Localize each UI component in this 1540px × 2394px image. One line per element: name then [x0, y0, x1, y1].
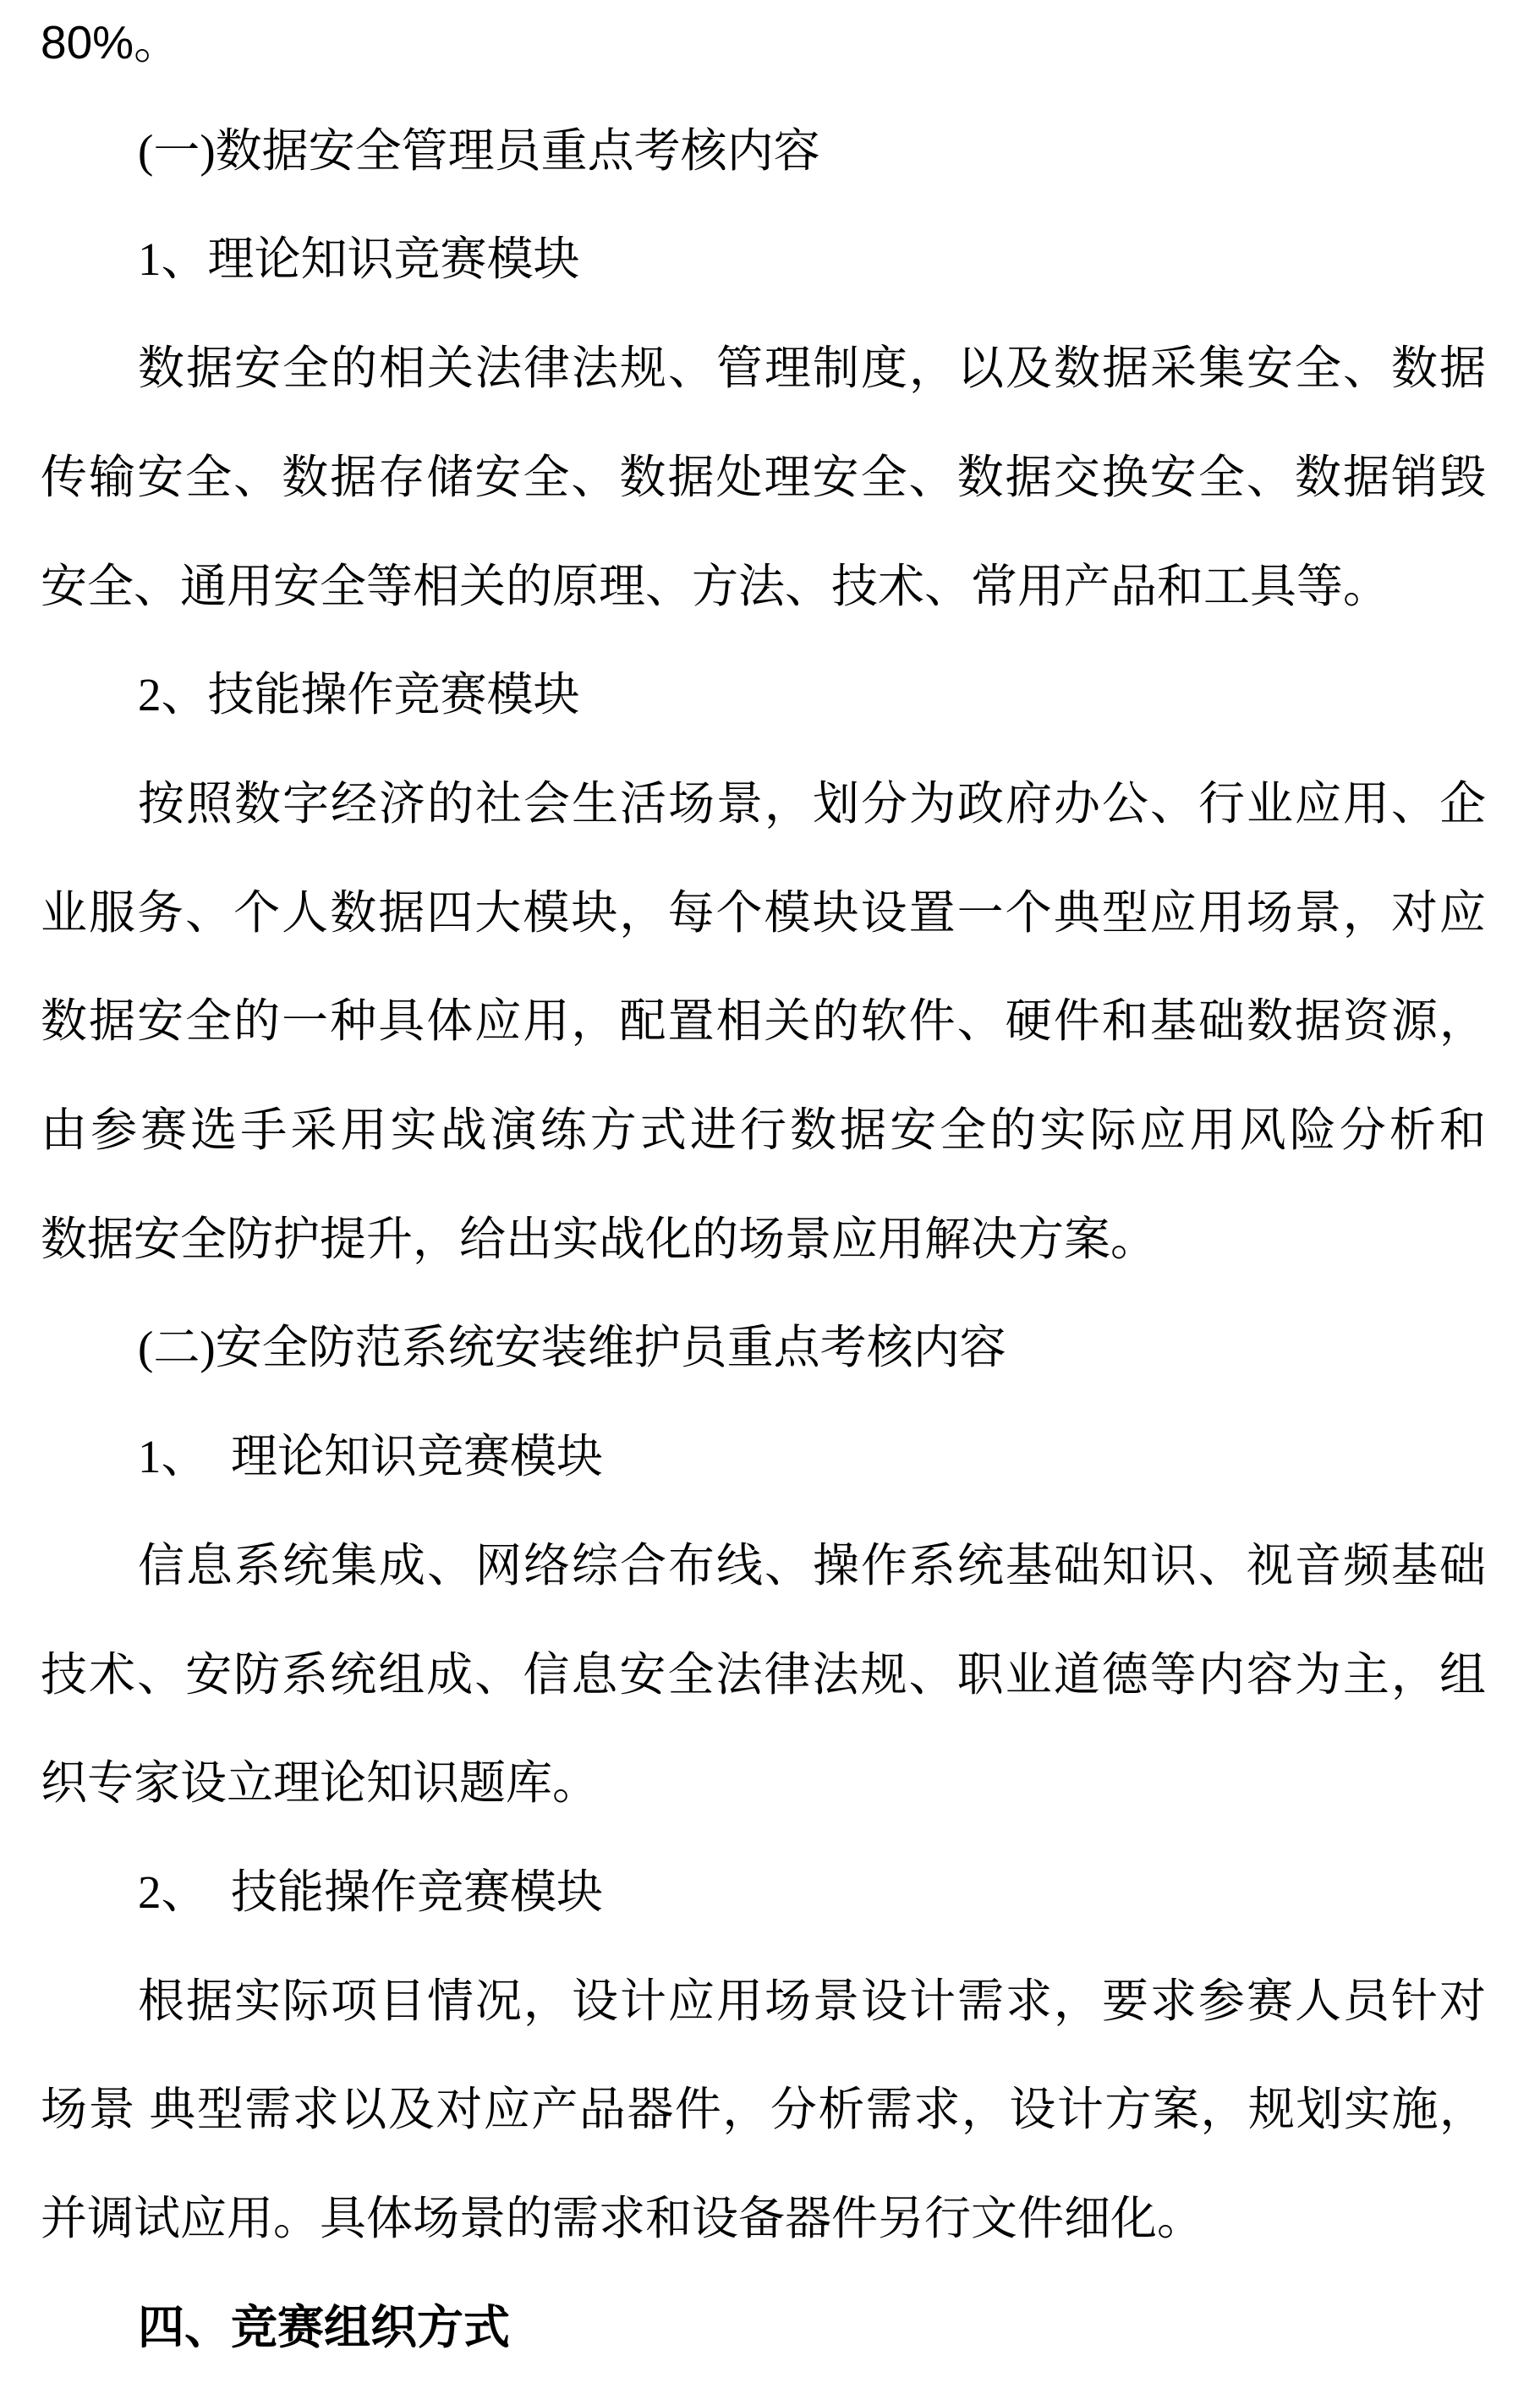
- paragraph-line: 按照数字经济的社会生活场景，划分为政府办公、行业应用、企: [138, 777, 1486, 830]
- paragraph-line: 数据安全的一种具体应用，配置相关的软件、硬件和基础数据资源，: [41, 995, 1486, 1048]
- paragraph-line: 织专家设立理论知识题库。: [41, 1757, 600, 1810]
- module-title: 1、理论知识竞赛模块: [138, 233, 580, 286]
- paragraph-line: 由参赛选手采用实战演练方式进行数据安全的实际应用风险分析和: [41, 1104, 1486, 1156]
- paragraph-line: 根据实际项目情况，设计应用场景设计需求，要求参赛人员针对: [138, 1975, 1486, 2027]
- module-title: 2、 技能操作竞赛模块: [138, 1865, 604, 1918]
- module-title: 2、技能操作竞赛模块: [138, 669, 580, 721]
- module-title: 1、 理论知识竞赛模块: [138, 1431, 604, 1483]
- paragraph-line: 业服务、个人数据四大模块，每个模块设置一个典型应用场景，对应: [41, 886, 1486, 939]
- section-heading: (二)安全防范系统安装维护员重点考核内容: [138, 1322, 1006, 1374]
- paragraph-line: 技术、安防系统组成、信息安全法律法规、职业道德等内容为主，组: [41, 1648, 1486, 1701]
- paragraph-line: 安全、通用安全等相关的原理、方法、技术、常用产品和工具等。: [41, 560, 1390, 612]
- paragraph-line: 数据安全的相关法律法规、管理制度，以及数据采集安全、数据: [138, 342, 1486, 395]
- continuation-text: 80%。: [41, 16, 181, 68]
- section-heading: (一)数据安全管理员重点考核内容: [138, 124, 820, 177]
- paragraph-line: 并调试应用。具体场景的需求和设备器件另行文件细化。: [41, 2193, 1204, 2244]
- paragraph-line: 信息系统集成、网络综合布线、操作系统基础知识、视音频基础: [138, 1539, 1486, 1591]
- paragraph-line: 数据安全防护提升，给出实战化的场景应用解决方案。: [41, 1213, 1158, 1265]
- chapter-heading: 四、竞赛组织方式: [138, 2301, 511, 2353]
- paragraph-line: 场景 典型需求以及对应产品器件，分析需求，设计方案，规划实施，: [41, 2084, 1486, 2136]
- paragraph-line: 传输安全、数据存储安全、数据处理安全、数据交换安全、数据销毁: [41, 451, 1486, 503]
